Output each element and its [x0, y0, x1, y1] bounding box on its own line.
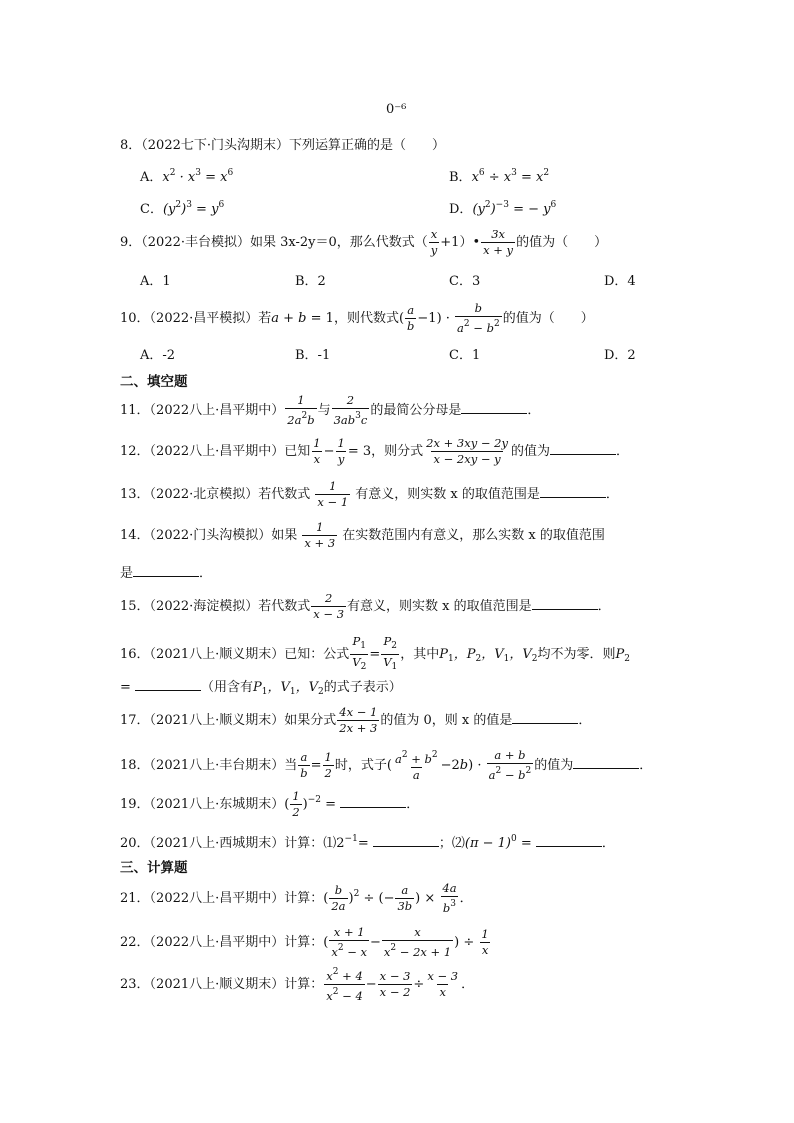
answer-blank[interactable]: [550, 442, 616, 455]
question-11: 11．（2022八上·昌平期中） $\frac{1}{2a^2b}$ 与 $\frac{2}{3ab^3c}$ 的最简公分母是 ．: [120, 393, 541, 427]
q9-option-c: C．3: [449, 274, 481, 289]
question-13: 13．（2022·北京模拟）若代数式 $\frac{1}{x - 1}$ 有意义，则实数 x 的取值范围是 ．: [120, 479, 619, 509]
q9-option-d: D．4: [604, 274, 636, 289]
question-20: 20．（2021八上·西城期末）计算：$⑴2^{-1}=$ ；⑵(π − 1)$^0$ = ．: [120, 834, 615, 851]
answer-blank-1[interactable]: [373, 834, 439, 847]
answer-blank[interactable]: [540, 485, 606, 498]
question-16-line2: = （用含有$P_1$，$V_1$，$V_2$的式子表示）: [120, 680, 402, 697]
q10-option-c: C．1: [449, 348, 481, 363]
q9-option-b: B．2: [295, 274, 326, 289]
question-18: 18．（2021八上·丰台期末）当 $\frac{a}{b}$ = $\frac{1}{2}$ 时，式子( $\frac{a^2 + b^2}{a}$ −2b) · $\frac{a + b}{a^2 - b^2}$ 的值为 ．: [120, 748, 653, 782]
header-residual: 0⁻⁶: [386, 102, 407, 117]
q9-option-a: A．1: [140, 274, 171, 289]
answer-blank[interactable]: [512, 711, 578, 724]
q8-option-a: A．$x^2 \cdot x^3 = x^6$: [140, 168, 234, 185]
answer-blank[interactable]: [573, 756, 639, 769]
question-22: 22．（2022八上·昌平期中）计算：( $\frac{x + 1}{x^2 - x}$ − $\frac{x}{x^2 - 2x + 1}$ ) ÷ $\frac{1}{x}$: [120, 925, 489, 959]
q8-option-c: C．$(y^2)^3 = y^6$: [140, 200, 225, 217]
question-19: 19．（2021八上·东城期末）( $\frac{1}{2}$ )$^{-2}$ = ．: [120, 789, 420, 819]
q10-option-d: D．2: [604, 348, 636, 363]
answer-blank[interactable]: [135, 678, 201, 691]
section-heading-fill-blank: 二、填空题: [120, 374, 188, 390]
q8-option-b: B．$x^6 \div x^3 = x^2$: [449, 168, 550, 185]
question-8-stem: 8．（2022七下·门头沟期末）下列运算正确的是（ ）: [120, 138, 445, 153]
q10-option-a: A．-2: [140, 348, 176, 363]
q10-option-b: B．-1: [295, 348, 331, 363]
question-15: 15．（2022·海淀模拟）若代数式 $\frac{2}{x - 3}$ 有意义，则实数 x 的取值范围是 ．: [120, 591, 611, 621]
question-9-stem: 9．（2022·丰台模拟）如果 3x-2y＝0，那么代数式（ $\frac{x}{y}$ +1）• $\frac{3x}{x + y}$ 的值为（ ）: [120, 227, 608, 257]
answer-blank[interactable]: [461, 401, 527, 414]
question-21: 21．（2022八上·昌平期中）计算：( $\frac{b}{2a}$ )$^2$ ÷ (− $\frac{a}{3b}$ ) × $\frac{4a}{b^3}$ ．: [120, 881, 473, 915]
q8-option-d: D．$(y^2)^{-3}$ = − $y^6$: [449, 200, 557, 217]
section-heading-calculation: 三、计算题: [120, 860, 188, 876]
question-17: 17．（2021八上·顺义期末）如果分式 $\frac{4x - 1}{2x + 3}$ 的值为 0，则 x 的值是 ．: [120, 705, 592, 735]
question-14-line2: 是 ．: [120, 566, 213, 581]
answer-blank-2[interactable]: [536, 834, 602, 847]
question-14: 14．（2022·门头沟模拟）如果 $\frac{1}{x + 3}$ 在实数范围内有意义，那么实数 x 的取值范围: [120, 520, 605, 550]
question-10-stem: 10．（2022·昌平模拟）若a + b = 1，则代数式( $\frac{a}{b}$ −1) · $\frac{b}{a^2 - b^2}$ 的值为（ ）: [120, 301, 594, 335]
answer-blank[interactable]: [532, 597, 598, 610]
question-23: 23．（2021八上·顺义期末）计算： $\frac{x^2 + 4}{x^2 - 4}$ − $\frac{x - 3}{x - 2}$ ÷ $\frac{x - 3}{x}$ ．: [120, 967, 475, 1003]
question-16: 16．（2021八上·顺义期末）已知：公式 $\frac{P_1}{V_2}$ = $\frac{P_2}{V_1}$ ，其中$P_1$，$P_2$，$V_1$，$V_2$均不为零．则$P_2$: [120, 634, 630, 672]
answer-blank[interactable]: [133, 564, 199, 577]
question-12: 12．（2022八上·昌平期中）已知 $\frac{1}{x}$ − $\frac{1}{y}$ = 3，则分式 $\frac{2x + 3xy - 2y}{x - 2xy - y}$ 的值为 ．: [120, 436, 629, 466]
answer-blank[interactable]: [340, 795, 406, 808]
